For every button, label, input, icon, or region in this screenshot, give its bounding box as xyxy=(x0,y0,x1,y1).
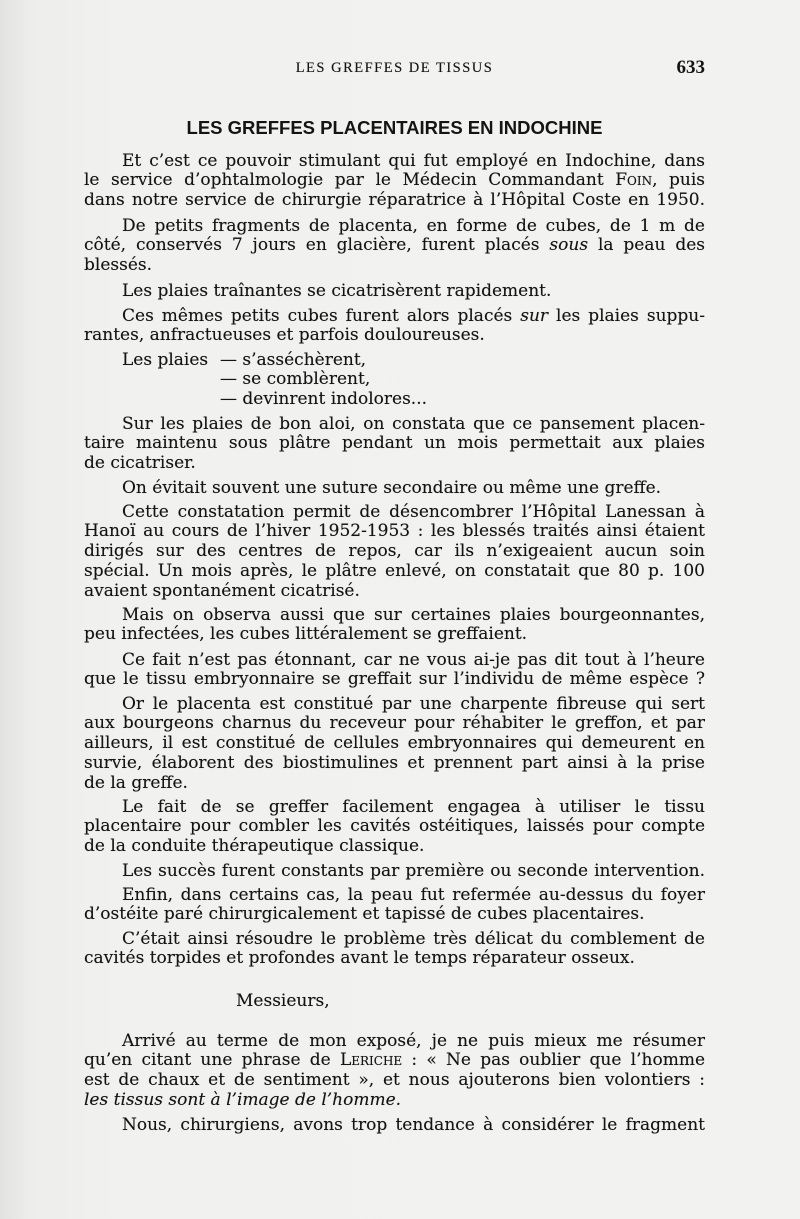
text-line: Mais on observa aussi que sur certaines plaies bourgeonnantes, xyxy=(122,604,705,625)
paragraph xyxy=(84,152,705,211)
text-line: Or le placenta est constitué par une charpente fibreuse qui sert xyxy=(122,693,705,714)
running-head: LES GREFFES DE TISSUS xyxy=(295,60,494,76)
text-line: C’était ainsi résoudre le problème très délicat du comblement de xyxy=(122,928,705,949)
text-line xyxy=(84,236,705,256)
text-line: dans notre service de chirurgie réparatrice à l’Hôpital Coste en 1950. xyxy=(84,190,705,211)
text-line: Enfin, dans certains cas, la peau fut refermée au-dessus du foyer xyxy=(122,884,705,905)
text-line: de la greffe. xyxy=(84,772,188,793)
text-line: Les plaies traînantes se cicatrisèrent rapidement. xyxy=(122,280,552,301)
text-line: de la conduite thérapeutique classique. xyxy=(84,836,425,857)
text-line: aux bourgeons charnus du receveur pour réhabiter le greffon, et par xyxy=(84,713,705,734)
paragraph xyxy=(84,282,705,302)
text-line xyxy=(84,1051,705,1071)
text-run: : « Ne pas oublier que l’homme xyxy=(402,1050,705,1071)
text-line: Ce fait n’est pas étonnant, car ne vous ai-je pas dit tout à l’heure xyxy=(122,649,705,670)
list-lead: Les plaies xyxy=(122,349,209,370)
italic-emphasis: sous xyxy=(549,235,589,256)
author-name-small-caps: Foin xyxy=(615,170,653,191)
paragraph xyxy=(84,217,705,276)
text-line: avaient spontanément cicatrisé. xyxy=(84,580,360,601)
text-line: blessés. xyxy=(84,255,153,276)
list-item: — se comblèrent, xyxy=(220,369,371,390)
text-run: Ces mêmes petits cubes furent alors placés xyxy=(122,305,521,326)
text-line: taire maintenu sous plâtre pendant un mois permettait aux plaies xyxy=(84,433,705,454)
paragraph xyxy=(84,651,705,691)
text-line: De petits fragments de placenta, en forme de cubes, de 1 m de xyxy=(122,215,705,236)
text-line xyxy=(84,307,705,327)
text-run: qu’en citant une phrase de xyxy=(84,1050,340,1071)
text-line: est de chaux et de sentiment », et nous ajouterons bien volontiers : xyxy=(84,1070,705,1091)
text-line: cavités torpides et profondes avant le temps réparateur osseux. xyxy=(84,948,635,969)
dash-list xyxy=(84,351,705,410)
text-line: Hanoï au cours de l’hiver 1952-1953 : les blessés traités ainsi étaient xyxy=(84,521,705,542)
text-run: la peau des xyxy=(588,235,706,256)
paragraph xyxy=(84,503,705,602)
text-line: d’ostéite paré chirurgicalement et tapissé de cubes placentaires. xyxy=(84,904,645,925)
text-line: Et c’est ce pouvoir stimulant qui fut employé en Indochine, dans xyxy=(122,150,705,171)
text-line: spécial. Un mois après, le plâtre enlevé, on constatait que 80 p. 100 xyxy=(84,560,705,581)
paragraph xyxy=(84,695,705,794)
text-line: Cette constatation permit de désencombrer l’Hôpital Lanessan à xyxy=(122,501,705,522)
paragraph xyxy=(84,415,705,474)
text-line xyxy=(84,171,705,191)
text-line: survie, élaborent des biostimulines et prennent part ainsi à la prise xyxy=(84,752,705,773)
text-line: Le fait de se greffer facilement engagea à utiliser le tissu xyxy=(122,796,705,817)
page-number: 633 xyxy=(676,57,705,78)
paragraph xyxy=(84,930,705,970)
text-run: , puis xyxy=(652,170,705,191)
text-run: le service d’ophtalmologie par le Médecin Commandant xyxy=(84,170,616,191)
text-run: côté, conservés 7 jours en glacière, furent placés xyxy=(84,235,550,256)
text-line: Sur les plaies de bon aloi, on constata que ce pansement placen- xyxy=(122,413,705,434)
italic-quote-line: les tissus sont à l’image de l’homme. xyxy=(84,1089,402,1110)
text-line: Messieurs, xyxy=(236,990,330,1011)
text-line: ailleurs, il est constitué de cellules embryonnaires qui demeurent en xyxy=(84,733,705,754)
salutation xyxy=(84,992,705,1012)
list-item: — s’asséchèrent, xyxy=(220,349,367,370)
section-title: LES GREFFES PLACENTAIRES EN INDOCHINE xyxy=(186,117,603,138)
text-run: les plaies suppu- xyxy=(548,305,705,326)
text-line: que le tissu embryonnaire se greffait sur l’individu de même espèce ? xyxy=(84,669,705,690)
paragraph xyxy=(84,886,705,926)
text-line: rantes, anfractueuses et parfois douloureuses. xyxy=(84,325,485,346)
text-line: peu infectées, les cubes littéralement se greffaient. xyxy=(84,624,528,645)
text-line: Nous, chirurgiens, avons trop tendance à considérer le fragment xyxy=(122,1114,705,1135)
paragraph xyxy=(84,307,705,347)
text-line xyxy=(84,351,705,371)
text-line: Arrivé au terme de mon exposé, je ne puis mieux me résumer xyxy=(122,1030,705,1051)
text-line: On évitait souvent une suture secondaire ou même une greffe. xyxy=(122,477,662,498)
paragraph xyxy=(84,798,705,857)
paragraph xyxy=(84,862,705,882)
paragraph xyxy=(84,606,705,646)
text-line: Les succès furent constants par première ou seconde intervention. xyxy=(122,860,705,881)
text-line: de cicatriser. xyxy=(84,453,196,474)
paragraph xyxy=(84,1116,705,1136)
italic-emphasis: sur xyxy=(520,305,549,326)
text-line: placentaire pour combler les cavités ostéitiques, laissés pour compte xyxy=(84,816,705,837)
list-item: — devinrent indolores... xyxy=(220,389,428,410)
paragraph xyxy=(84,1032,705,1111)
author-name-small-caps: Leriche xyxy=(339,1050,403,1071)
paragraph xyxy=(84,479,705,499)
text-line: dirigés sur des centres de repos, car ils n’exigeaient aucun soin xyxy=(84,541,705,562)
